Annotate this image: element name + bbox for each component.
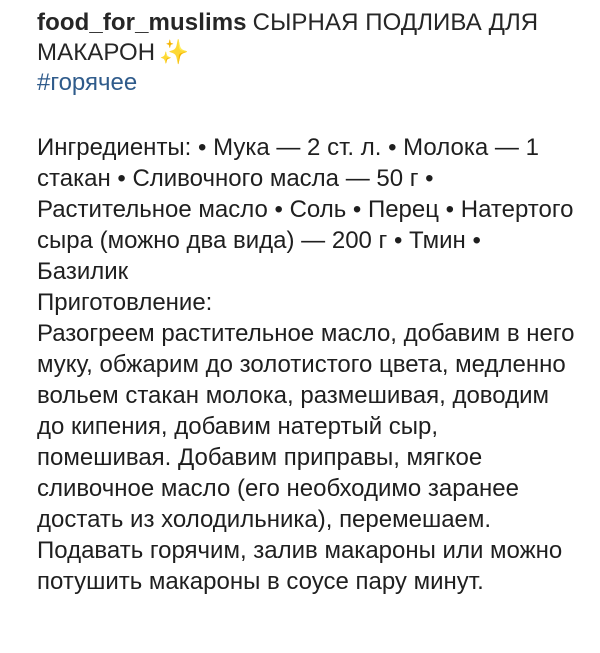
post-caption xyxy=(37,8,577,597)
caption-header xyxy=(37,8,577,68)
hashtag-link[interactable]: #горячее xyxy=(37,69,138,96)
blank-line xyxy=(37,98,577,132)
method-text: Разогреем растительное масло, добавим в него муку, обжарим до золотистого цвета, медленно вольем стакан молока, размешивая, доводим до кипения, добавим натертый сыр, помешивая. Добавим приправы, мягкое сливочное масло (его необходимо заранее достать из холодильника), перемешаем. Подавать горячим, залив макароны или можно потушить макароны в соусе пару минут. xyxy=(37,320,575,595)
ingredients-text: Ингредиенты: • Мука — 2 ст. л. • Молока — 1 стакан • Сливочного масла — 50 г • Растительное масло • Соль • Перец • Натертого сыра (можно два вида) — 200 г • Тмин • Базилик xyxy=(37,134,574,285)
sparkles-icon: ✨ xyxy=(159,39,190,66)
username-link[interactable]: food_for_muslims xyxy=(37,9,247,36)
method-heading: Приготовление: xyxy=(37,289,213,316)
post-title: СЫРНАЯ ПОДЛИВА ДЛЯ МАКАРОН xyxy=(37,9,539,66)
